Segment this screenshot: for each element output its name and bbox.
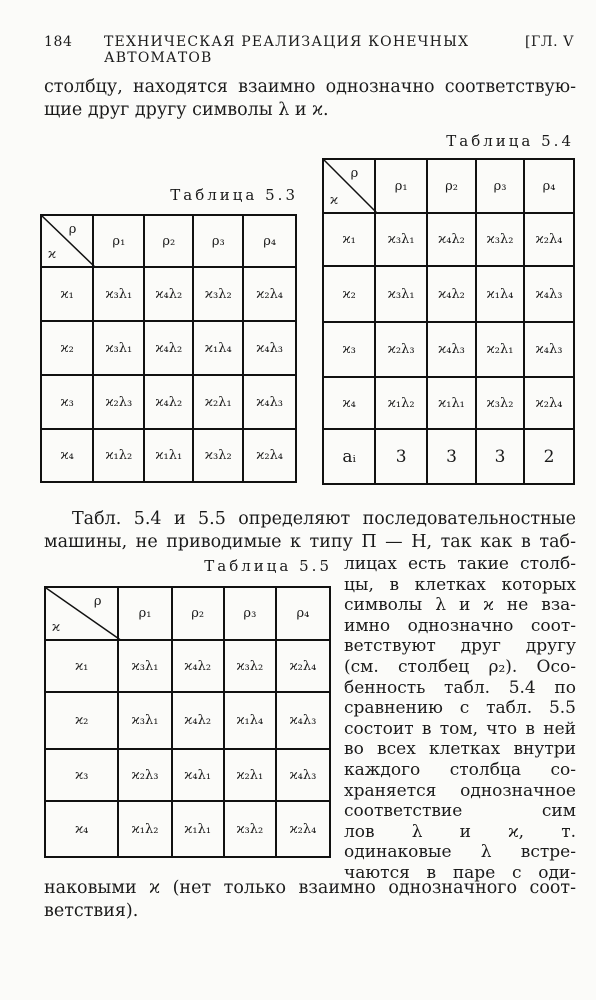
table-cell: 3: [476, 429, 524, 484]
table-cell: ϰ₁λ₄: [193, 321, 243, 375]
body-line: бенность табл. 5.4 по: [344, 677, 576, 698]
table-cell: ϰ₁λ₁: [144, 429, 193, 482]
row-header: ϰ₄: [41, 429, 93, 482]
table-cell: ϰ₃λ₂: [224, 801, 276, 857]
closing-line: наковыми ϰ (нет только взаимно однозначного соот-: [44, 878, 576, 898]
column-header: ρ₂: [144, 215, 193, 267]
table-cell: ϰ₃λ₁: [375, 213, 427, 266]
table-cell: 3: [375, 429, 427, 484]
column-header: ρ₄: [276, 587, 330, 640]
table-cell: ϰ₃λ₁: [118, 692, 171, 749]
table-row: [45, 749, 330, 801]
row-header: ϰ₃: [45, 749, 118, 801]
row-header: ϰ₂: [41, 321, 93, 375]
table-cell: ϰ₁λ₄: [224, 692, 276, 749]
corner-top-label: ρ: [68, 222, 77, 237]
row-header: ϰ₁: [45, 640, 118, 692]
table-cell: ϰ₃λ₂: [476, 377, 524, 429]
table-row: [323, 266, 574, 322]
table-cell: ϰ₄λ₃: [276, 749, 330, 801]
corner-cell: [323, 159, 375, 213]
table-cell: ϰ₃λ₂: [193, 267, 243, 321]
header-row: [45, 587, 330, 640]
table-row: [41, 375, 296, 429]
table-row: [41, 429, 296, 482]
table-cell: ϰ₂λ₁: [476, 322, 524, 377]
running-head: [44, 34, 574, 66]
table-cell: ϰ₄λ₂: [144, 375, 193, 429]
body-line: одинаковые λ встре-: [344, 842, 576, 863]
table-cell: ϰ₄λ₃: [276, 692, 330, 749]
table-5-4-caption: Таблица 5.4: [446, 132, 574, 150]
table-cell: ϰ₁λ₂: [93, 429, 144, 482]
table-cell: ϰ₂λ₄: [243, 429, 296, 482]
body-line: (см. столбец ρ₂). Осо-: [344, 656, 576, 677]
table-cell: ϰ₄λ₂: [172, 692, 224, 749]
table-cell: ϰ₄λ₂: [427, 266, 476, 322]
body-line: символы λ и ϰ не вза-: [344, 595, 576, 616]
body-line: цы, в клетках которых: [344, 574, 576, 595]
table-cell: ϰ₄λ₁: [172, 749, 224, 801]
row-header: ϰ₄: [45, 801, 118, 857]
table-cell: ϰ₄λ₂: [144, 321, 193, 375]
body-line: чаются в паре с оди-: [344, 862, 576, 883]
row-header: ϰ₄: [323, 377, 375, 429]
table-cell: ϰ₃λ₁: [118, 640, 171, 692]
table-cell: ϰ₂λ₄: [276, 640, 330, 692]
corner-cell: [45, 587, 118, 640]
table-cell: ϰ₃λ₁: [93, 321, 144, 375]
closing-line: ветствия).: [44, 901, 139, 921]
running-title: ТЕХНИЧЕСКАЯ РЕАЛИЗАЦИЯ КОНЕЧНЫХ АВТОМАТОВ: [104, 34, 470, 66]
table-cell: ϰ₂λ₃: [118, 749, 171, 801]
corner-bottom-label: ϰ: [330, 193, 339, 208]
table-cell: ϰ₃λ₁: [93, 267, 144, 321]
table-cell: ϰ₂λ₃: [93, 375, 144, 429]
corner-top-label: ρ: [93, 594, 102, 609]
table-cell: ϰ₄λ₂: [172, 640, 224, 692]
body-line: лов λ и ϰ, т.: [344, 821, 576, 842]
table-cell: ϰ₁λ₁: [427, 377, 476, 429]
table-cell: ϰ₄λ₂: [427, 213, 476, 266]
body-right-column: [344, 554, 576, 884]
table-cell: 3: [427, 429, 476, 484]
table-row: [323, 322, 574, 377]
table-cell: ϰ₃λ₂: [476, 213, 524, 266]
column-header: ρ₃: [193, 215, 243, 267]
table-row: [45, 801, 330, 857]
page-number: 184: [44, 34, 73, 50]
column-header: ρ₃: [476, 159, 524, 213]
table-row: [45, 692, 330, 749]
table-row: [41, 321, 296, 375]
column-header: ρ₁: [375, 159, 427, 213]
table-row: [323, 377, 574, 429]
table-cell: ϰ₃λ₁: [375, 266, 427, 322]
table-cell: ϰ₂λ₄: [243, 267, 296, 321]
table-cell: ϰ₂λ₁: [193, 375, 243, 429]
table-5-4: [322, 158, 575, 485]
header-row: [323, 159, 574, 213]
intro-line: щие друг другу символы λ и ϰ.: [44, 100, 329, 120]
table-cell: 2: [524, 429, 574, 484]
row-header: ϰ₂: [323, 266, 375, 322]
body-line: во всех клетках внутри: [344, 739, 576, 760]
column-header: ρ₄: [243, 215, 296, 267]
table-5-3-caption: Таблица 5.3: [170, 186, 298, 204]
table-cell: ϰ₁λ₂: [375, 377, 427, 429]
table-cell: ϰ₄λ₃: [524, 322, 574, 377]
corner-bottom-label: ϰ: [52, 620, 61, 635]
column-header: ρ₄: [524, 159, 574, 213]
table-row: [323, 213, 574, 266]
table-cell: ϰ₄λ₃: [243, 321, 296, 375]
body-line: соответствие сим: [344, 801, 576, 822]
corner-cell: [41, 215, 93, 267]
column-header: ρ₂: [172, 587, 224, 640]
row-header: aᵢ: [323, 429, 375, 484]
chapter-label: [ГЛ. V: [524, 34, 574, 50]
table-cell: ϰ₁λ₄: [476, 266, 524, 322]
table-cell: ϰ₁λ₂: [118, 801, 171, 857]
table-cell: ϰ₄λ₃: [524, 266, 574, 322]
body-line: ветствуют друг другу: [344, 636, 576, 657]
body-line: каждого столбца со-: [344, 759, 576, 780]
row-header: ϰ₁: [41, 267, 93, 321]
row-header: ϰ₂: [45, 692, 118, 749]
intro-line: столбцу, находятся взаимно однозначно соответствую-: [44, 77, 576, 97]
row-header: ϰ₁: [323, 213, 375, 266]
body-line: лицах есть такие столб-: [344, 554, 576, 574]
table-5-5-caption: Таблица 5.5: [204, 557, 332, 575]
table-cell: ϰ₃λ₂: [224, 640, 276, 692]
table-cell: ϰ₁λ₁: [172, 801, 224, 857]
column-header: ρ₃: [224, 587, 276, 640]
body-line: машины, не приводимые к типу П — Н, так как в таб-: [44, 532, 576, 552]
table-cell: ϰ₄λ₃: [243, 375, 296, 429]
intro-paragraph: [44, 76, 576, 122]
column-header: ρ₂: [427, 159, 476, 213]
body-line: состоит в том, что в ней: [344, 718, 576, 739]
column-header: ρ₁: [118, 587, 171, 640]
table-row: [45, 640, 330, 692]
table-cell: ϰ₂λ₄: [524, 213, 574, 266]
corner-top-label: ρ: [350, 166, 359, 181]
column-header: ρ₁: [93, 215, 144, 267]
table-row: [41, 267, 296, 321]
body-line: имно однозначно соот-: [344, 615, 576, 636]
table-row: [323, 429, 574, 484]
table-5-5: [44, 586, 331, 858]
row-header: ϰ₃: [41, 375, 93, 429]
header-row: [41, 215, 296, 267]
body-line: сравнению с табл. 5.5: [344, 698, 576, 719]
table-cell: ϰ₂λ₁: [224, 749, 276, 801]
body-line: Табл. 5.4 и 5.5 определяют последовательностные: [72, 509, 576, 529]
table-cell: ϰ₄λ₂: [144, 267, 193, 321]
table-cell: ϰ₂λ₄: [524, 377, 574, 429]
table-cell: ϰ₂λ₄: [276, 801, 330, 857]
body-line: храняется однозначное: [344, 780, 576, 801]
corner-bottom-label: ϰ: [48, 247, 57, 262]
table-cell: ϰ₂λ₃: [375, 322, 427, 377]
table-cell: ϰ₃λ₂: [193, 429, 243, 482]
table-5-3: [40, 214, 297, 483]
row-header: ϰ₃: [323, 322, 375, 377]
table-cell: ϰ₄λ₃: [427, 322, 476, 377]
